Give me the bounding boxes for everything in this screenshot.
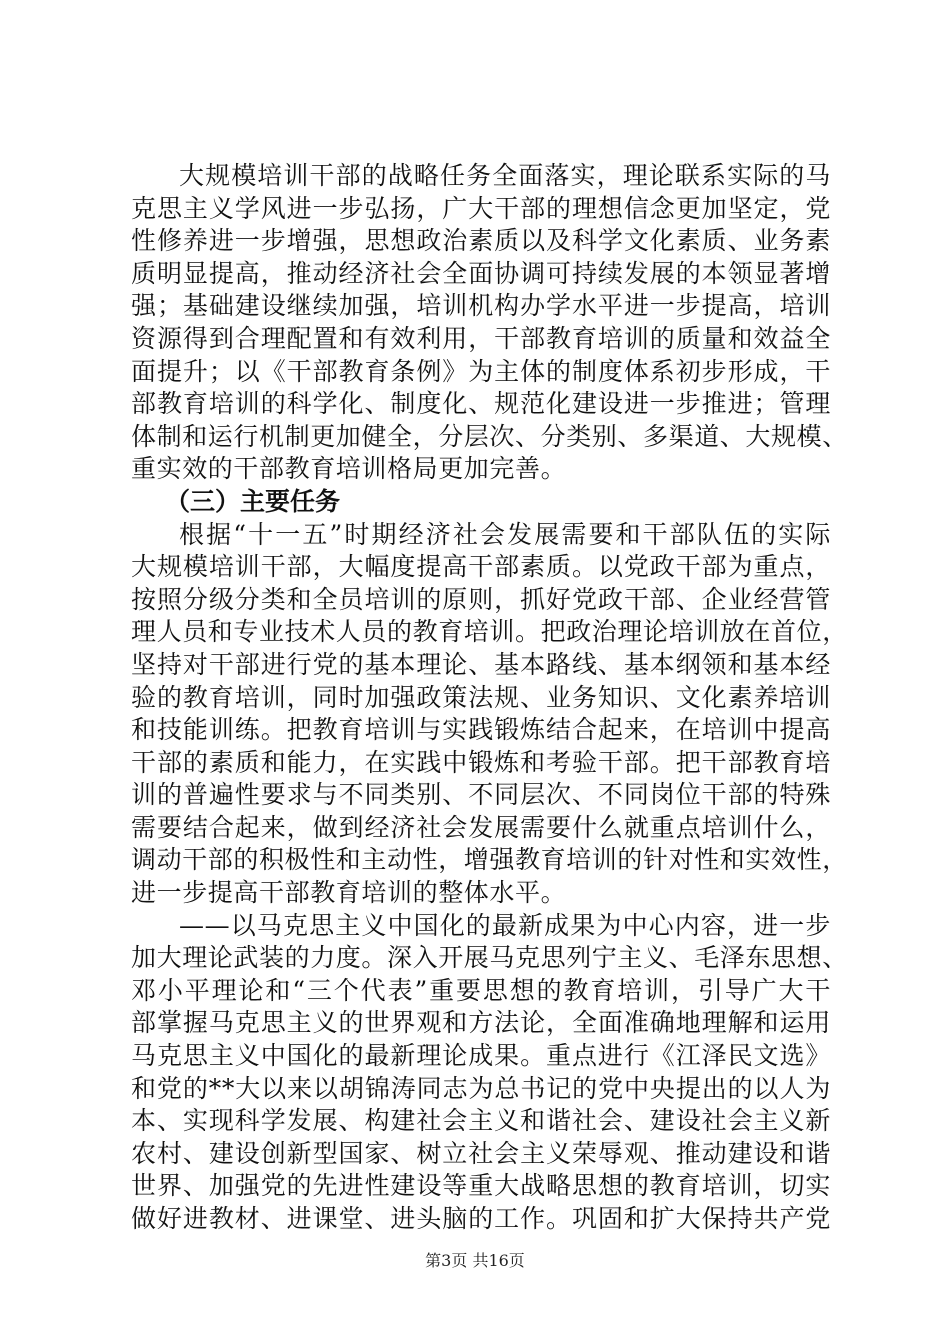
text-line: 调动干部的积极性和主动性，增强教育培训的针对性和实效性， [131,845,848,875]
text-line: 进一步提高干部教育培训的整体水平。 [131,878,567,908]
page-footer: 第3页 共16页 [425,1251,525,1270]
text-line: 大规模培训干部，大幅度提高干部素质。以党政干部为重点， [131,552,831,582]
paragraph-goals [131,160,848,486]
document-body [131,160,848,1236]
text-line: 按照分级分类和全员培训的原则，抓好党政干部、企业经营管 [131,584,831,614]
text-line: 质明显提高，推动经济社会全面协调可持续发展的本领显著增 [131,258,831,288]
text-line: 根据“十一五”时期经济社会发展需要和干部队伍的实际 [179,519,831,549]
text-line: 坚持对干部进行党的基本理论、基本路线、基本纲领和基本经 [131,649,831,679]
text-line: 做好进教材、进课堂、进头脑的工作。巩固和扩大保持共产党 [131,1204,831,1233]
text-line: 重实效的干部教育培训格局更加完善。 [131,454,567,484]
text-line: 部掌握马克思主义的世界观和方法论，全面准确地理解和运用 [131,1008,831,1038]
paragraph-main-tasks [131,519,848,910]
paragraph-theory-arming [131,910,848,1236]
text-line: 体制和运行机制更加健全，分层次、分类别、多渠道、大规模、 [131,421,848,451]
text-line: 验的教育培训，同时加强政策法规、业务知识、文化素养培训 [131,682,831,712]
text-line: 大规模培训干部的战略任务全面落实，理论联系实际的马 [179,161,831,190]
text-line: 强；基础建设继续加强，培训机构办学水平进一步提高，培训 [131,291,831,321]
text-line: ——以马克思主义中国化的最新成果为中心内容，进一步 [179,910,831,940]
text-line: 加大理论武装的力度。深入开展马克思列宁主义、毛泽东思想、 [131,943,848,973]
text-line: 干部的素质和能力，在实践中锻炼和考验干部。把干部教育培 [131,747,831,777]
text-line: 资源得到合理配置和有效利用，干部教育培训的质量和效益全 [131,323,831,353]
text-line: 需要结合起来，做到经济社会发展需要什么就重点培训什么， [131,812,831,842]
text-line: 农村、建设创新型国家、树立社会主义荣辱观、推动建设和谐 [131,1138,831,1168]
text-line: 马克思主义中国化的最新理论成果。重点进行《江泽民文选》 [131,1041,831,1071]
section-heading: （三）主要任务 [165,486,341,516]
text-line: 本、实现科学发展、构建社会主义和谐社会、建设社会主义新 [131,1106,831,1136]
text-line: 邓小平理论和“三个代表”重要思想的教育培训，引导广大干 [131,975,831,1005]
text-line: 部教育培训的科学化、制度化、规范化建设进一步推进；管理 [131,389,831,419]
text-line: 训的普遍性要求与不同类别、不同层次、不同岗位干部的特殊 [131,780,831,810]
text-line: 面提升；以《干部教育条例》为主体的制度体系初步形成，干 [131,356,831,386]
text-line: 克思主义学风进一步弘扬，广大干部的理想信念更加坚定，党 [131,193,831,223]
text-line: 和技能训练。把教育培训与实践锻炼结合起来，在培训中提高 [131,715,831,745]
text-line: 性修养进一步增强，思想政治素质以及科学文化素质、业务素 [131,226,831,256]
text-line: 理人员和专业技术人员的教育培训。把政治理论培训放在首位， [131,617,848,647]
text-line: 世界、加强党的先进性建设等重大战略思想的教育培训，切实 [131,1171,831,1201]
text-line: 和党的**大以来以胡锦涛同志为总书记的党中央提出的以人为 [131,1073,831,1103]
